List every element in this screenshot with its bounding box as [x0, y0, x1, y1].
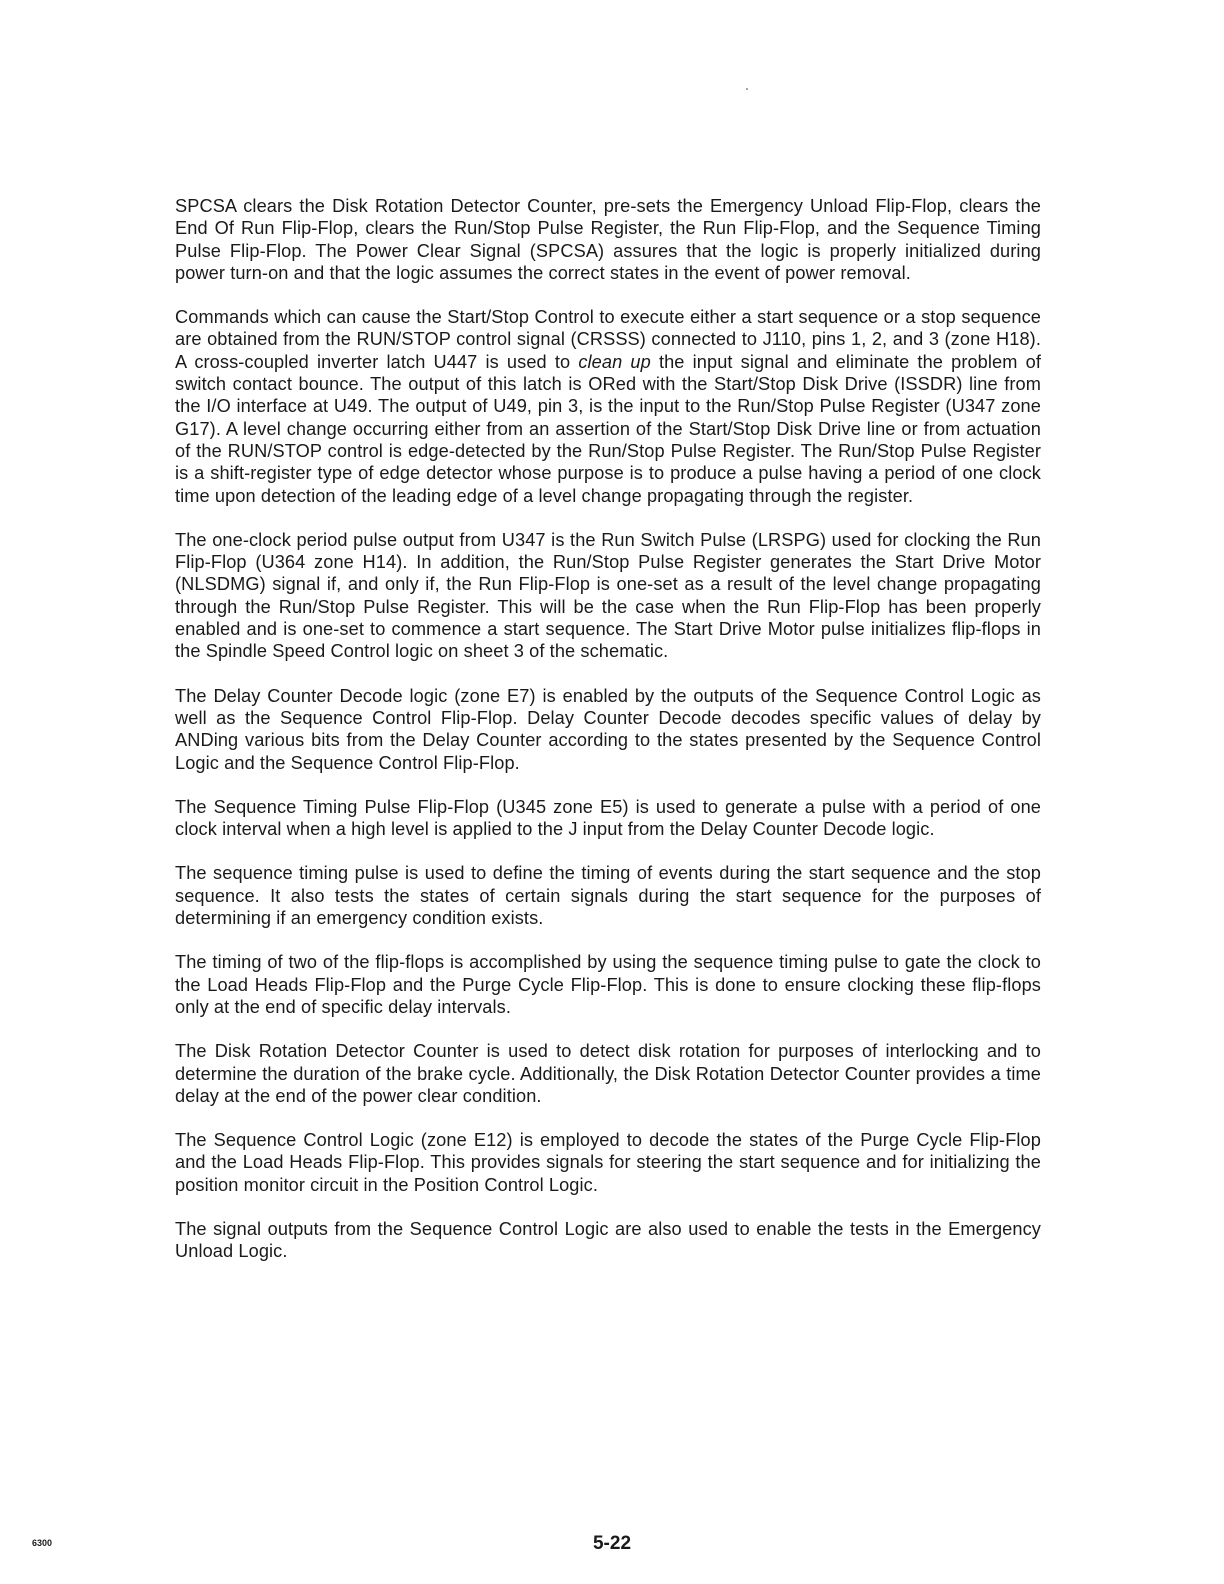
- paragraph-sequence-timing-flip-flop: The Sequence Timing Pulse Flip-Flop (U345 zone E5) is used to generate a pulse with a period of one clock interval when a high level is applied to the J input from the Delay Counter Decode logic.: [175, 796, 1041, 840]
- paragraph-delay-counter-decode: The Delay Counter Decode logic (zone E7) is enabled by the outputs of the Sequence Control Logic as well as the Sequence Control Flip-Flop. Delay Counter Decode decodes specific values of delay by ANDing various bits from the Delay Counter according to the states presented by the Sequence Control Logic and the Sequence Control Flip-Flop.: [175, 685, 1041, 773]
- page-number: 5-22: [592, 1533, 632, 1554]
- paragraph-disk-rotation-counter: The Disk Rotation Detector Counter is used to detect disk rotation for purposes of interlocking and to determine the duration of the brake cycle. Additionally, the Disk Rotation Detector Counter provides a time delay at the end of the power clear condition.: [175, 1041, 1041, 1106]
- paragraph-power-clear: SPCSA clears the Disk Rotation Detector Counter, pre-sets the Emergency Unload Flip-Flop, clears the End Of Run Flip-Flop, clears the Run/Stop Pulse Register, the Run Flip-Flop, and the Sequence Timing Pulse Flip-Flop. The Power Clear Signal (SPCSA) assures that the logic is properly initialized during power turn-on and that the logic assumes the correct states in the event of power removal.: [175, 196, 1041, 283]
- scan-speck: [746, 88, 748, 90]
- paragraph-sequence-control-logic: The Sequence Control Logic (zone E12) is employed to decode the states of the Purge Cycle Flip-Flop and the Load Heads Flip-Flop. This provides signals for steering the start sequence and for initializing the position monitor circuit in the Position Control Logic.: [175, 1130, 1041, 1195]
- paragraph-run-stop-commands-part1: Commands which can cause the Start/Stop Control to execute either a start sequence or a stop sequence are obtained from the RUN/STOP control signal (CRSSS) connected to J110, pins 1, 2, and 3 (zone H18). A cross-coupled inverter latch U447 is used to: [175, 307, 1041, 372]
- paragraph-sequence-timing-pulse: The sequence timing pulse is used to define the timing of events during the start sequence and the stop sequence. It also tests the states of certain signals during the start sequence for the purposes of determining if an emergency condition exists.: [175, 863, 1041, 929]
- paragraph-flip-flop-timing: The timing of two of the flip-flops is accomplished by using the sequence timing pulse to gate the clock to the Load Heads Flip-Flop and the Purge Cycle Flip-Flop. This is done to ensure clocking these flip-flops only at the end of specific delay intervals.: [175, 952, 1041, 1017]
- paragraph-run-stop-commands-part2: the input signal and eliminate the problem of switch contact bounce. The output of this latch is ORed with the Start/Stop Disk Drive (ISSDR) line from the I/O interface at U49. The output of U49, pin 3, is the input to the Run/Stop Pulse Register (U347 zone G17). A level change occurring either from an assertion of the Start/Stop Disk Drive line or from actuation of the RUN/STOP control is edge-detected by the Run/Stop Pulse Register. The Run/Stop Pulse Register is a shift-register type of edge detector whose purpose is to produce a pulse having a period of one clock time upon detection of the leading edge of a level change propagating through the register.: [175, 351, 1041, 506]
- paragraph-run-stop-commands: [175, 306, 1041, 507]
- clean-up-emphasis: clean up: [578, 351, 651, 372]
- body-text: [175, 195, 1041, 1285]
- document-code: 6300: [32, 1538, 53, 1548]
- paragraph-run-switch-pulse: The one-clock period pulse output from U347 is the Run Switch Pulse (LRSPG) used for clocking the Run Flip-Flop (U364 zone H14). In addition, the Run/Stop Pulse Register generates the Start Drive Motor (NLSDMG) signal if, and only if, the Run Flip-Flop is one-set as a result of the level change propagating through the Run/Stop Pulse Register. This will be the case when the Run Flip-Flop has been properly enabled and is one-set to commence a start sequence. The Start Drive Motor pulse initializes flip-flops in the Spindle Speed Control logic on sheet 3 of the schematic.: [175, 529, 1041, 662]
- paragraph-signal-outputs: The signal outputs from the Sequence Control Logic are also used to enable the tests in the Emergency Unload Logic.: [175, 1218, 1041, 1262]
